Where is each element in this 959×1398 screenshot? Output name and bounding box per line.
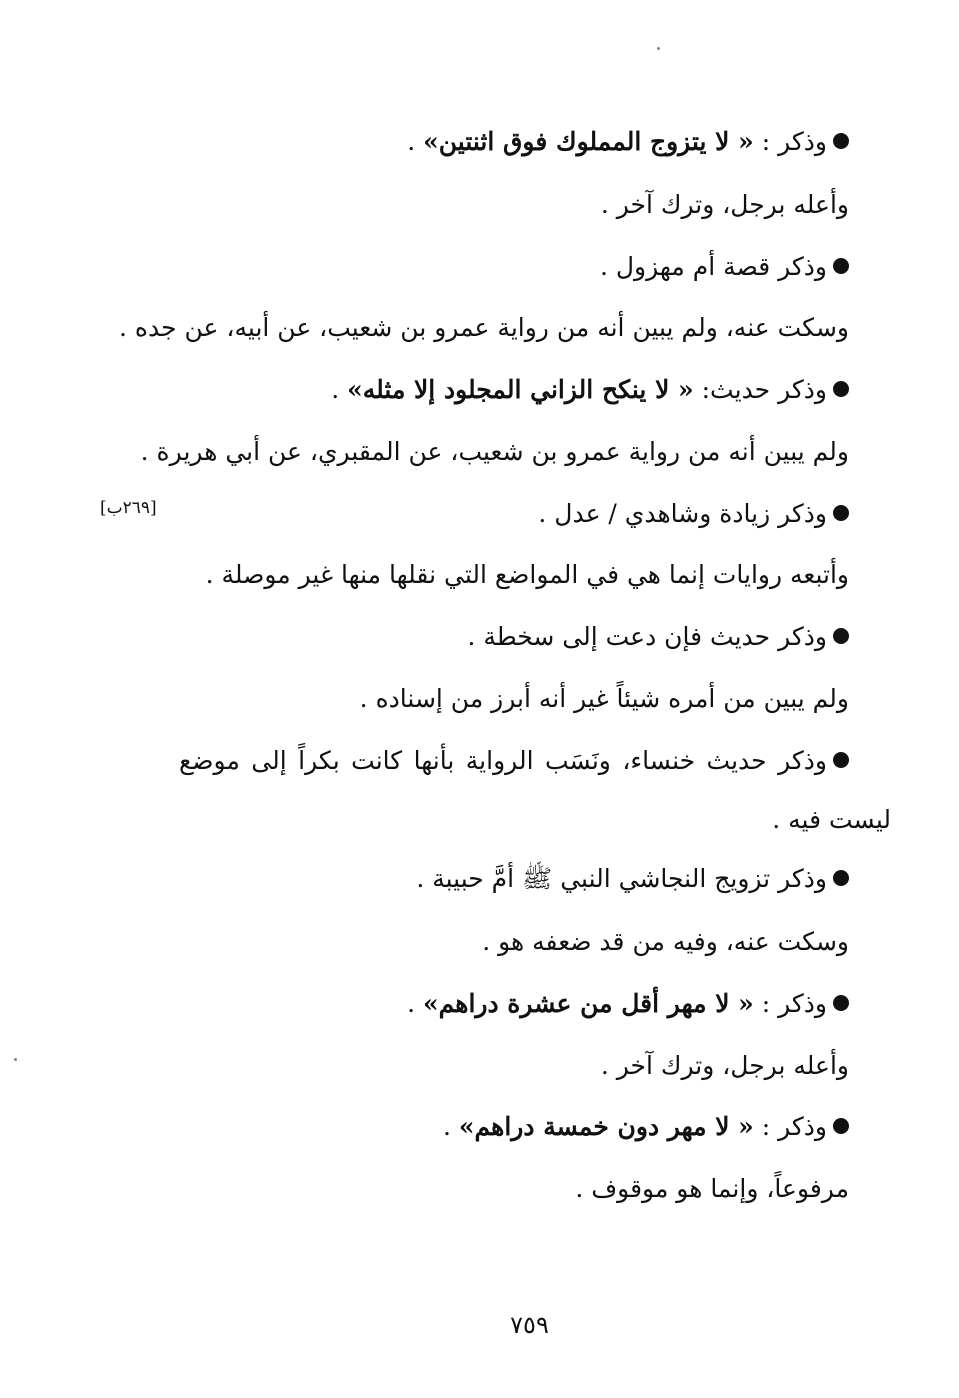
bullet-line-5: وذكر حديث فإن دعت إلى سخطة . xyxy=(467,620,849,654)
margin-folio-note: [٢٦٩ب] xyxy=(100,498,157,518)
scan-speck xyxy=(657,47,660,50)
quoted-hadith: « لا ينكح الزاني المجلود إلا مثله» xyxy=(347,375,694,404)
bullet-line-9: وذكر : « لا مهر دون خمسة دراهم» . xyxy=(443,1110,849,1144)
body-line-2: وسكت عنه، ولم يبين أنه من رواية عمرو بن شعيب، عن أبيه، عن جده . xyxy=(119,313,849,342)
body-line-8: وأعله برجل، وترك آخر . xyxy=(600,1051,849,1080)
bullet-icon xyxy=(833,752,849,768)
bullet-line-2: وذكر قصة أم مهزول . xyxy=(600,250,849,284)
bullet-icon xyxy=(833,628,849,644)
bullet-icon xyxy=(833,1118,849,1134)
body-line-3: ولم يبين أنه من رواية عمرو بن شعيب، عن المقبري، عن أبي هريرة . xyxy=(140,437,849,466)
bullet-line-8: وذكر : « لا مهر أقل من عشرة دراهم» . xyxy=(407,987,849,1021)
body-line-1: وأعله برجل، وترك آخر . xyxy=(600,190,849,219)
body-line-9: مرفوعاً، وإنما هو موقوف . xyxy=(575,1174,849,1203)
body-line-6: ليست فيه . xyxy=(772,805,891,834)
bullet-icon xyxy=(833,381,849,397)
bullet-icon xyxy=(833,133,849,149)
body-line-4: وأتبعه روايات إنما هي في المواضع التي نقلها منها غير موصلة . xyxy=(205,560,849,589)
body-line-7: وسكت عنه، وفيه من قد ضعفه هو . xyxy=(482,927,849,956)
bullet-line-7: وذكر تزويج النجاشي النبي ﷺ أمَّ حبيبة . xyxy=(416,862,849,896)
bullet-line-4: وذكر زيادة وشاهدي / عدل . xyxy=(538,497,849,531)
bullet-icon xyxy=(833,995,849,1011)
quoted-hadith: « لا مهر دون خمسة دراهم» xyxy=(458,1112,754,1141)
bullet-icon xyxy=(833,258,849,274)
bullet-line-1: وذكر : « لا يتزوج المملوك فوق اثنتين» . xyxy=(407,125,849,159)
page-number: ٧٥٩ xyxy=(510,1311,549,1339)
quoted-hadith: « لا يتزوج المملوك فوق اثنتين» xyxy=(423,127,754,156)
bullet-line-6: وذكر حديث خنساء، ونَسَب الرواية بأنها كانت بكراً إلى موضع xyxy=(179,744,849,778)
bullet-icon xyxy=(833,870,849,886)
scan-speck xyxy=(14,1058,17,1061)
quoted-hadith: « لا مهر أقل من عشرة دراهم» xyxy=(423,989,754,1018)
body-line-5: ولم يبين من أمره شيئاً غير أنه أبرز من إسناده . xyxy=(359,684,849,713)
bullet-icon xyxy=(833,505,849,521)
bullet-line-3: وذكر حديث: « لا ينكح الزاني المجلود إلا مثله» . xyxy=(331,373,849,407)
